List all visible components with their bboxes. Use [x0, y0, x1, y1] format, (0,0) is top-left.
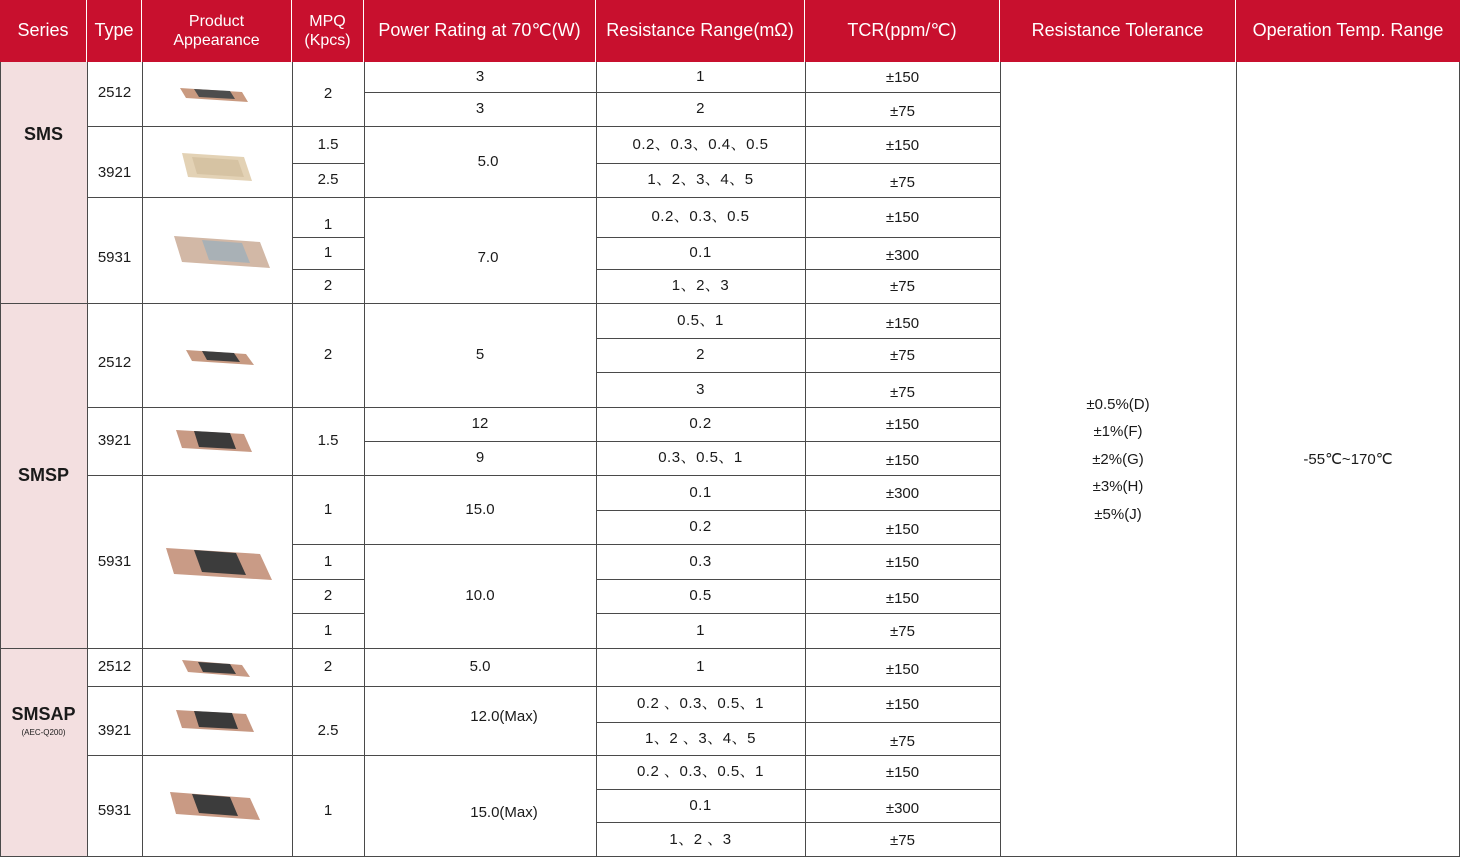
grid-line — [292, 269, 364, 270]
resistance-range-cell: 0.2、0.3、0.5 — [651, 208, 750, 225]
resistance-range-cell: 0.2 — [689, 518, 712, 535]
grid-line — [596, 755, 1000, 756]
mpq-cell: 1.5 — [317, 135, 339, 153]
resistance-range-cell: 2 — [696, 346, 705, 363]
grid-line — [364, 441, 596, 442]
grid-line — [292, 62, 293, 857]
grid-line — [87, 62, 88, 857]
grid-line — [292, 613, 364, 614]
grid-line — [805, 62, 806, 857]
type-cell: 3921 — [97, 432, 132, 449]
resistance-range-cell: 1、2 、3、4、5 — [645, 729, 756, 747]
mpq-cell: 2 — [323, 587, 333, 604]
grid-line — [292, 237, 364, 238]
resistor-chip-image — [172, 228, 272, 274]
resistance-range-cell: 0.5、1 — [677, 311, 724, 329]
type-cell: 2512 — [97, 658, 132, 675]
grid-line — [596, 789, 1000, 790]
mpq-cell: 1 — [323, 244, 333, 261]
power-cell: 12 — [471, 415, 489, 432]
resistance-range-cell: 1 — [696, 68, 705, 85]
tcr-cell: ±150 — [885, 590, 920, 607]
grid-line — [1459, 62, 1460, 857]
resistance-range-cell: 0.2 — [689, 415, 712, 432]
grid-line — [0, 856, 1460, 857]
grid-line — [596, 441, 1000, 442]
grid-line — [596, 648, 1000, 649]
grid-line — [364, 92, 596, 93]
tcr-cell: ±75 — [890, 831, 915, 849]
grid-line — [596, 613, 1000, 614]
series-sms-label: SMS — [23, 124, 63, 144]
grid-line — [596, 579, 1000, 580]
grid-line — [1000, 62, 1001, 857]
resistance-range-cell: 1、2、3、4、5 — [647, 171, 754, 188]
tcr-cell: ±150 — [885, 69, 920, 86]
resistance-range-cell: 3 — [696, 380, 705, 398]
grid-line — [596, 822, 1000, 823]
grid-line — [596, 269, 1000, 270]
tcr-cell: ±150 — [885, 661, 920, 678]
power-cell: 10.0 — [465, 587, 495, 604]
grid-line — [596, 407, 1000, 408]
header-appearance: Product Appearance — [142, 0, 292, 62]
tcr-cell: ±150 — [885, 521, 920, 538]
power-cell: 3 — [475, 100, 485, 117]
tolerance-value: ±0.5%(D) — [1086, 395, 1150, 413]
operation-temp-cell: -55℃~170℃ — [1303, 450, 1393, 468]
tcr-cell: ±150 — [885, 452, 920, 469]
mpq-cell: 1 — [323, 552, 333, 570]
power-cell: 7.0 — [477, 249, 499, 266]
tolerance-value: ±3%(H) — [1092, 478, 1144, 496]
grid-line — [596, 197, 1000, 198]
type-cell: 5931 — [97, 552, 132, 570]
power-cell: 5 — [475, 346, 485, 363]
grid-line — [596, 62, 597, 857]
header-power: Power Rating at 70℃(W) — [364, 0, 596, 62]
tcr-cell: ±150 — [885, 553, 920, 571]
grid-line — [596, 163, 1000, 164]
resistor-chip-image — [164, 540, 274, 584]
resistor-chip-image — [184, 345, 256, 369]
resistance-range-cell: 0.1 — [689, 483, 712, 501]
grid-line — [596, 237, 1000, 238]
tcr-cell: ±75 — [890, 103, 915, 120]
series-smsap-note: (AEC-Q200) — [21, 727, 66, 737]
header-type: Type — [87, 0, 142, 62]
resistance-range-cell: 1、2 、3 — [669, 830, 732, 848]
grid-line — [596, 510, 1000, 511]
grid-line — [596, 338, 1000, 339]
grid-line — [0, 62, 1, 857]
tcr-cell: ±75 — [890, 383, 915, 401]
grid-line — [1236, 62, 1237, 857]
grid-line — [364, 544, 596, 545]
tcr-cell: ±150 — [885, 416, 920, 433]
type-cell: 2512 — [97, 354, 132, 371]
grid-line — [596, 303, 1000, 304]
mpq-cell: 1 — [323, 216, 333, 233]
header-mpq-line1: MPQ — [309, 12, 346, 30]
mpq-cell: 2.5 — [317, 721, 339, 739]
header-series: Series — [0, 0, 87, 62]
tcr-cell: ±300 — [885, 799, 920, 817]
type-cell: 3921 — [97, 163, 132, 181]
grid-line — [596, 686, 1000, 687]
resistance-range-cell: 0.2 、0.3、0.5、1 — [636, 695, 765, 712]
header-temp: Operation Temp. Range — [1236, 0, 1460, 62]
resistance-range-cell: 0.1 — [689, 796, 712, 814]
series-smsp-label: SMSP — [17, 464, 69, 485]
tcr-cell: ±75 — [890, 732, 915, 750]
grid-line — [596, 372, 1000, 373]
resistance-range-cell: 1 — [696, 658, 705, 675]
resistance-range-cell: 0.3、0.5、1 — [658, 449, 743, 466]
power-cell: 3 — [475, 68, 485, 85]
header-tcr: TCR(ppm/℃) — [805, 0, 1000, 62]
grid-line — [596, 722, 1000, 723]
resistor-chip-image — [180, 147, 256, 187]
tcr-cell: ±150 — [885, 314, 920, 332]
tcr-cell: ±150 — [885, 209, 920, 226]
resistance-tolerance-cell — [1000, 62, 1236, 857]
tcr-cell: ±150 — [885, 764, 920, 781]
grid-line — [596, 475, 1000, 476]
resistance-range-cell: 0.5 — [689, 587, 712, 604]
mpq-cell: 2 — [323, 346, 333, 363]
header-resistance: Resistance Range(mΩ) — [596, 0, 805, 62]
resistor-chip-image — [174, 704, 256, 736]
mpq-cell: 1 — [323, 621, 333, 639]
series-sms — [0, 62, 87, 303]
mpq-cell: 2.5 — [317, 171, 339, 188]
resistance-range-cell: 2 — [696, 100, 705, 117]
power-cell: 5.0 — [477, 152, 499, 170]
grid-line — [292, 544, 364, 545]
resistance-range-cell: 0.2、0.3、0.4、0.5 — [632, 135, 769, 153]
tcr-cell: ±75 — [890, 278, 915, 295]
series-smsap — [0, 648, 87, 857]
mpq-cell: 1 — [323, 500, 333, 518]
resistance-range-cell: 1、2、3 — [671, 277, 730, 294]
type-cell: 3921 — [97, 721, 132, 739]
tcr-cell: ±75 — [890, 622, 915, 640]
resistance-range-cell: 1 — [696, 621, 705, 639]
tcr-cell: ±150 — [885, 136, 920, 154]
grid-line — [142, 62, 143, 857]
tolerance-value: ±2%(G) — [1092, 450, 1144, 468]
resistance-range-cell: 0.2 、0.3、0.5、1 — [636, 763, 765, 780]
resistor-chip-image — [168, 786, 262, 824]
grid-line — [292, 163, 364, 164]
tolerance-value: ±5%(J) — [1094, 505, 1142, 523]
tcr-cell: ±75 — [890, 347, 915, 364]
resistance-range-cell: 0.1 — [689, 244, 712, 261]
type-cell: 2512 — [97, 84, 132, 101]
series-smsap-label: SMSAP — [11, 704, 76, 724]
header-mpq-line2: (Kpcs) — [304, 32, 351, 49]
mpq-cell: 2 — [323, 277, 333, 294]
mpq-cell: 1 — [323, 802, 333, 819]
tcr-cell: ±150 — [885, 696, 920, 713]
grid-line — [596, 92, 1000, 93]
tcr-cell: ±300 — [885, 247, 920, 264]
resistor-chip-image — [180, 655, 252, 681]
mpq-cell: 1.5 — [317, 432, 339, 449]
resistor-chip-image — [174, 424, 254, 456]
type-cell: 5931 — [97, 249, 132, 266]
mpq-cell: 2 — [323, 658, 333, 675]
resistance-range-cell: 0.3 — [689, 552, 712, 570]
power-cell: 9 — [475, 449, 485, 466]
grid-line — [364, 62, 365, 857]
resistor-chip-image — [178, 84, 250, 106]
power-cell: 5.0 — [469, 658, 491, 675]
tcr-cell: ±75 — [890, 174, 915, 191]
header-mpq — [292, 0, 364, 62]
power-cell: 12.0(Max) — [470, 707, 538, 725]
grid-line — [292, 579, 364, 580]
grid-line — [596, 544, 1000, 545]
mpq-cell: 2 — [323, 85, 333, 102]
tolerance-value: ±1%(F) — [1093, 423, 1143, 441]
power-cell: 15.0 — [465, 500, 495, 518]
series-smsp — [0, 303, 87, 648]
grid-line — [596, 126, 1000, 127]
header-tolerance: Resistance Tolerance — [1000, 0, 1236, 62]
tcr-cell: ±300 — [885, 484, 920, 502]
type-cell: 5931 — [97, 802, 132, 819]
power-cell: 15.0(Max) — [470, 804, 538, 821]
